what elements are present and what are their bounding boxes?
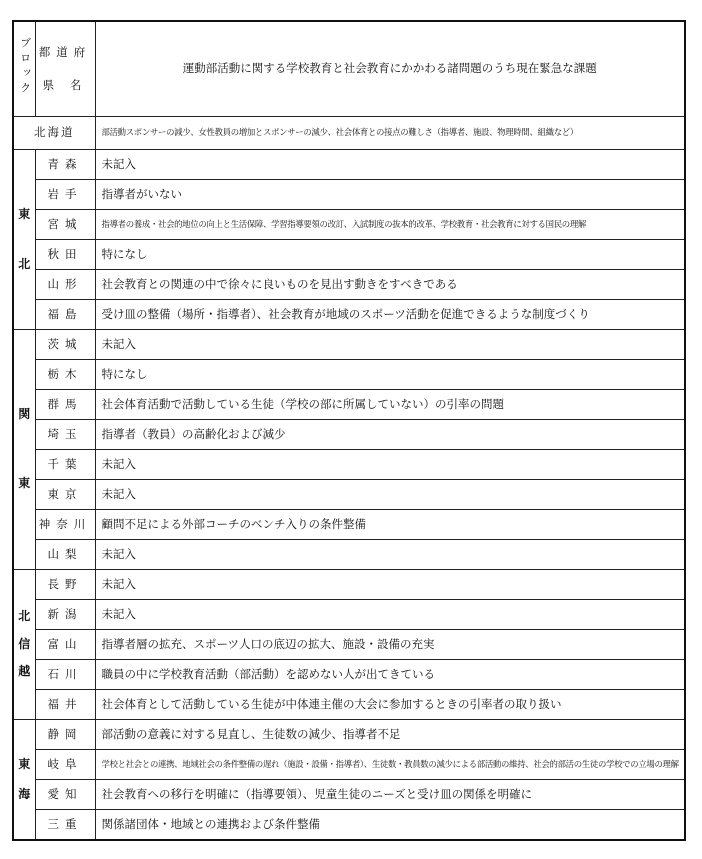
issue-cell: 未記入 — [95, 330, 685, 360]
table-row — [13, 570, 685, 600]
table-row — [13, 270, 685, 300]
issue-cell: 職員の中に学校教育活動（部活動）を認めない人が出てきている — [95, 660, 685, 690]
prefecture-cell: 三重 — [35, 810, 95, 841]
prefecture-cell: 福井 — [35, 690, 95, 720]
prefecture-cell: 石川 — [35, 660, 95, 690]
issue-cell: 未記入 — [95, 570, 685, 600]
table-row — [13, 390, 685, 420]
hokkaido-name: 北海道 — [13, 117, 95, 150]
table-row — [13, 210, 685, 240]
prefecture-cell: 埼玉 — [35, 420, 95, 450]
table-row — [13, 240, 685, 270]
block-header: ブロック — [13, 21, 35, 117]
prefecture-cell: 愛知 — [35, 780, 95, 810]
table-row — [13, 810, 685, 841]
issue-cell: 顧問不足による外部コーチのベンチ入りの条件整備 — [95, 510, 685, 540]
table-row — [13, 660, 685, 690]
survey-table — [12, 20, 686, 841]
table-row — [13, 360, 685, 390]
prefecture-cell: 宮城 — [35, 210, 95, 240]
region-cell: 北 信 越 — [13, 570, 35, 720]
table-row — [13, 690, 685, 720]
prefecture-cell: 福島 — [35, 300, 95, 330]
prefecture-cell: 富山 — [35, 630, 95, 660]
table-row — [13, 720, 685, 750]
prefecture-cell: 岩手 — [35, 180, 95, 210]
issue-cell: 受け皿の整備（場所・指導者）、社会教育が地域のスポーツ活動を促進できるような制度づくり — [95, 300, 685, 330]
region-cell: 東 北 — [13, 150, 35, 330]
table-row — [13, 780, 685, 810]
issue-cell: 社会体育活動で活動している生徒（学校の部に所属していない）の引率の問題 — [95, 390, 685, 420]
issue-cell: 特になし — [95, 240, 685, 270]
prefecture-cell: 新潟 — [35, 600, 95, 630]
issue-cell: 未記入 — [95, 150, 685, 180]
issue-cell: 社会教育への移行を明確に（指導要領）、児童生徒のニーズと受け皿の関係を明確に — [95, 780, 685, 810]
issue-cell: 社会教育との関連の中で徐々に良いものを見出す動きをすべきである — [95, 270, 685, 300]
prefecture-cell: 神奈川 — [35, 510, 95, 540]
issue-cell: 特になし — [95, 360, 685, 390]
prefecture-header — [35, 21, 95, 117]
header-row — [13, 21, 685, 117]
table-row — [13, 330, 685, 360]
table-row — [13, 540, 685, 570]
issue-cell: 部活動の意義に対する見直し、生徒数の減少、指導者不足 — [95, 720, 685, 750]
prefecture-cell: 群馬 — [35, 390, 95, 420]
prefecture-cell: 栃木 — [35, 360, 95, 390]
prefecture-header-top: 都道府 — [38, 44, 92, 59]
hokkaido-row — [13, 117, 685, 150]
table-row — [13, 480, 685, 510]
region-cell: 東 海 — [13, 720, 35, 841]
prefecture-cell: 山形 — [35, 270, 95, 300]
table-row — [13, 750, 685, 780]
issue-cell: 指導者（教員）の高齢化および減少 — [95, 420, 685, 450]
issue-cell: 学校と社会との連携、地域社会の条件整備の遅れ（施設・設備・指導者）、生徒数・教員数の減少による部活動の維持、社会的部活の生徒の学校での立場の理解 — [95, 750, 685, 780]
issue-cell: 指導者層の拡充、スポーツ人口の底辺の拡大、施設・設備の充実 — [95, 630, 685, 660]
prefecture-cell: 秋田 — [35, 240, 95, 270]
table-row — [13, 600, 685, 630]
prefecture-cell: 山梨 — [35, 540, 95, 570]
table-row — [13, 150, 685, 180]
issue-cell: 未記入 — [95, 600, 685, 630]
table-row — [13, 420, 685, 450]
table-row — [13, 450, 685, 480]
prefecture-cell: 静岡 — [35, 720, 95, 750]
issue-cell: 未記入 — [95, 450, 685, 480]
table-row — [13, 180, 685, 210]
issue-cell: 社会体育として活動している生徒が中体連主催の大会に参加するときの引率者の取り扱い — [95, 690, 685, 720]
issue-cell: 指導者がいない — [95, 180, 685, 210]
prefecture-cell: 長野 — [35, 570, 95, 600]
issue-cell: 未記入 — [95, 480, 685, 510]
prefecture-cell: 青森 — [35, 150, 95, 180]
region-cell: 関 東 — [13, 330, 35, 570]
prefecture-cell: 茨城 — [35, 330, 95, 360]
prefecture-cell: 千葉 — [35, 450, 95, 480]
prefecture-cell: 東京 — [35, 480, 95, 510]
issue-cell: 関係諸団体・地域との連携および条件整備 — [95, 810, 685, 841]
prefecture-header-bottom: 県 名 — [42, 78, 88, 92]
table-row — [13, 630, 685, 660]
hokkaido-issue: 部活動スポンサーの減少、女性教員の増加とスポンサーの減少、社会体育との接点の難しさ（指導者、施設、物理時間、組織など） — [95, 117, 685, 150]
prefecture-cell: 岐阜 — [35, 750, 95, 780]
issue-cell: 指導者の養成・社会的地位の向上と生活保障、学習指導要領の改訂、入試制度の抜本的改革、学校教育・社会教育に対する国民の理解 — [95, 210, 685, 240]
table-row — [13, 300, 685, 330]
table-body — [13, 21, 685, 840]
topic-header: 運動部活動に関する学校教育と社会教育にかかわる諸問題のうち現在緊急な課題 — [95, 21, 685, 117]
table-row — [13, 510, 685, 540]
issue-cell: 未記入 — [95, 540, 685, 570]
